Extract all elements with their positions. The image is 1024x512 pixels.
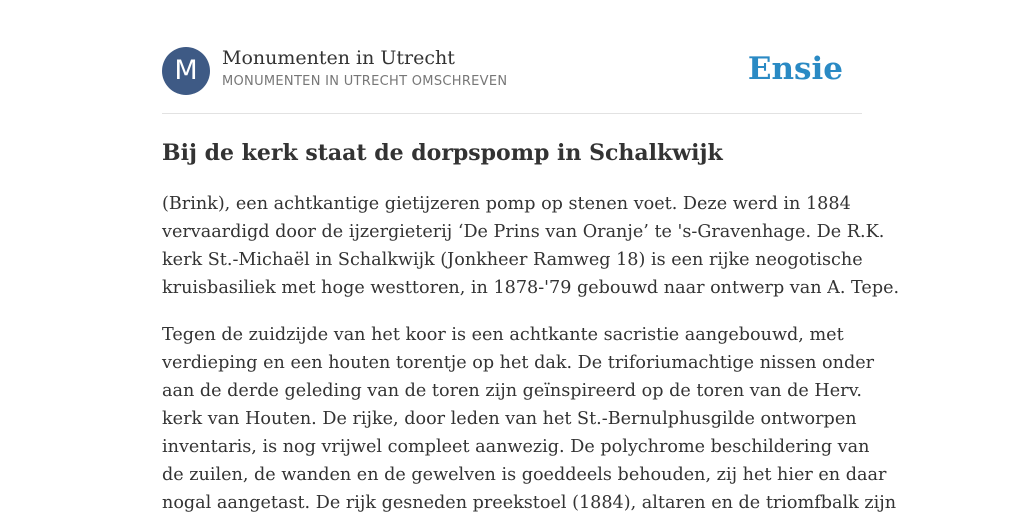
- paragraph-line: (Brink), een achtkantige gietijzeren pomp op stenen voet. Deze werd in 1884: [162, 194, 851, 214]
- ensie-logo[interactable]: Ensie: [747, 51, 843, 87]
- paragraph-line: Tegen de zuidzijde van het koor is een achtkante sacristie aangebouwd, met: [162, 325, 844, 345]
- paragraph-line: vervaardigd door de ijzergieterij ‘De Prins van Oranje’ te 's-Gravenhage. De R.K.: [162, 222, 885, 242]
- article-title: Bij de kerk staat de dorpspomp in Schalkwijk: [162, 140, 723, 166]
- paragraph-line: inventaris, is nog vrijwel compleet aanwezig. De polychrome beschildering van: [162, 437, 870, 457]
- paragraph-2: [162, 321, 897, 512]
- paragraph-1: [162, 190, 900, 302]
- paragraph-line: verdieping en een houten torentje op het dak. De triforiumachtige nissen onder: [162, 353, 875, 373]
- paragraph-line: kruisbasiliek met hoge westtoren, in 1878-'79 gebouwd naar ontwerp van A. Tepe.: [162, 278, 900, 298]
- paragraph-line: de zuilen, de wanden en de gewelven is goeddeels behouden, zij het hier en daar: [162, 465, 887, 485]
- avatar[interactable]: M: [162, 47, 210, 95]
- paragraph-line: nogal aangetast. De rijk gesneden preekstoel (1884), altaren en de triomfbalk zijn: [162, 493, 897, 512]
- paragraph-line: aan de derde geleding van de toren zijn geïnspireerd op de toren van de Herv.: [162, 381, 863, 401]
- site-header: [162, 46, 862, 96]
- site-title[interactable]: Monumenten in Utrecht: [222, 47, 455, 69]
- article-body: [162, 190, 900, 512]
- paragraph-line: kerk St.-Michaël in Schalkwijk (Jonkheer Ramweg 18) is een rijke neogotische: [162, 250, 863, 270]
- paragraph-line: kerk van Houten. De rijke, door leden van het St.-Bernulphusgilde ontworpen: [162, 409, 857, 429]
- site-subtitle: MONUMENTEN IN UTRECHT OMSCHREVEN: [222, 74, 508, 89]
- header-divider: [162, 113, 862, 114]
